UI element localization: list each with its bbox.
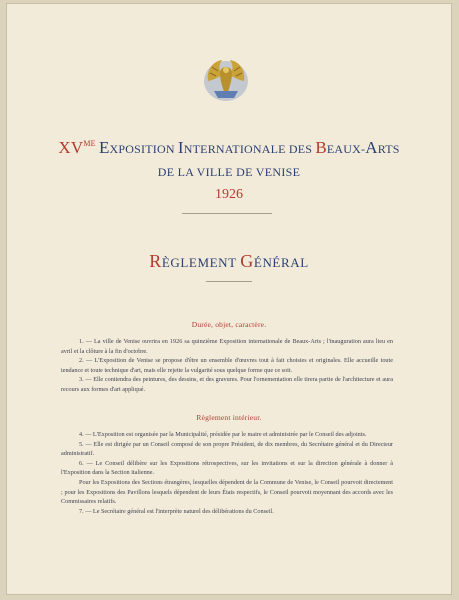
article-paragraph: 2. — L'Exposition de Venise se propose d'être un ensemble d'œuvres tout à fait choisies et originales. Elle accueille toute tendance et toute technique d'art, mais elle rejette la vulgarité sous quelque forme que ce soit. [61, 357, 393, 374]
article-paragraph: 5. — Elle est dirigée par un Conseil composé de son propre Président, de dix membres, du Secrétaire général et du Directeur administratif. [61, 440, 393, 458]
divider-line [182, 213, 272, 214]
reglement-word-2: ÉNÉRAL [253, 255, 309, 270]
section-body [61, 430, 393, 516]
section-body [61, 337, 393, 395]
winged-lion-emblem-icon [198, 51, 254, 107]
article-paragraph: 4. — L'Exposition est organisée par la Municipalité, présidée par le maire et administrée par le Conseil des adjoints. [79, 431, 367, 438]
exhibition-title [6, 138, 452, 158]
document-page [6, 3, 452, 595]
title-word: XPOSITION [109, 142, 178, 156]
title-initial: E [98, 138, 110, 157]
exhibition-subtitle: DE LA VILLE DE VENISE [157, 165, 301, 179]
title-word: EAUX- [326, 142, 366, 156]
section-heading: Durée, objet, caractère. [191, 320, 267, 329]
reglement-initial-2: G [240, 251, 254, 271]
article-paragraph: 6. — Le Conseil délibère sur les Expositions rétrospectives, sur les invitations et sur la direction générale à donner à l'Exposition dans la Section italienne. [61, 459, 393, 477]
divider-line-short [206, 281, 252, 282]
title-initial: B [315, 138, 327, 157]
article-paragraph: 1. — La ville de Venise ouvrira en 1926 sa quinzième Exposition internationale de Beaux-Arts ; l'inauguration aura lieu en avril et la clôture à la fin d'octobre. [61, 338, 393, 355]
exhibition-year: 1926 [215, 187, 243, 202]
title-initial: A [365, 138, 378, 157]
reglement-word-1: ÈGLEMENT [161, 255, 241, 270]
section-heading: Règlement intérieur. [196, 413, 262, 422]
article-paragraph: 7. — Le Secrétaire général est l'interprète naturel des délibérations du Conseil. [79, 507, 274, 515]
reglement-initial-1: R [149, 251, 162, 271]
roman-numeral-superscript: ME [83, 139, 96, 148]
article-paragraph: 3. — Elle contiendra des peintures, des dessins, et des gravures. Pour l'ornementation elle tirera partie de l'architecture et aura recours aux formes d'art appliqué. [61, 376, 393, 393]
title-initial: I [177, 138, 184, 157]
roman-numeral: XV [58, 138, 84, 157]
title-word: RTS [377, 142, 400, 156]
reglement-title [6, 251, 452, 272]
article-paragraph: Pour les Expositions des Sections étrangères, lesquelles dépendent de la Commune de Venise, le Conseil pourvoit directement ; pour les Expositions des Pavillons lesquels dépendent de leurs États respectifs, le Conseil pourvoit moyennant des accords avec les Commissaires relatifs. [61, 478, 393, 506]
title-word: NTERNATIONALE DES [183, 142, 316, 156]
